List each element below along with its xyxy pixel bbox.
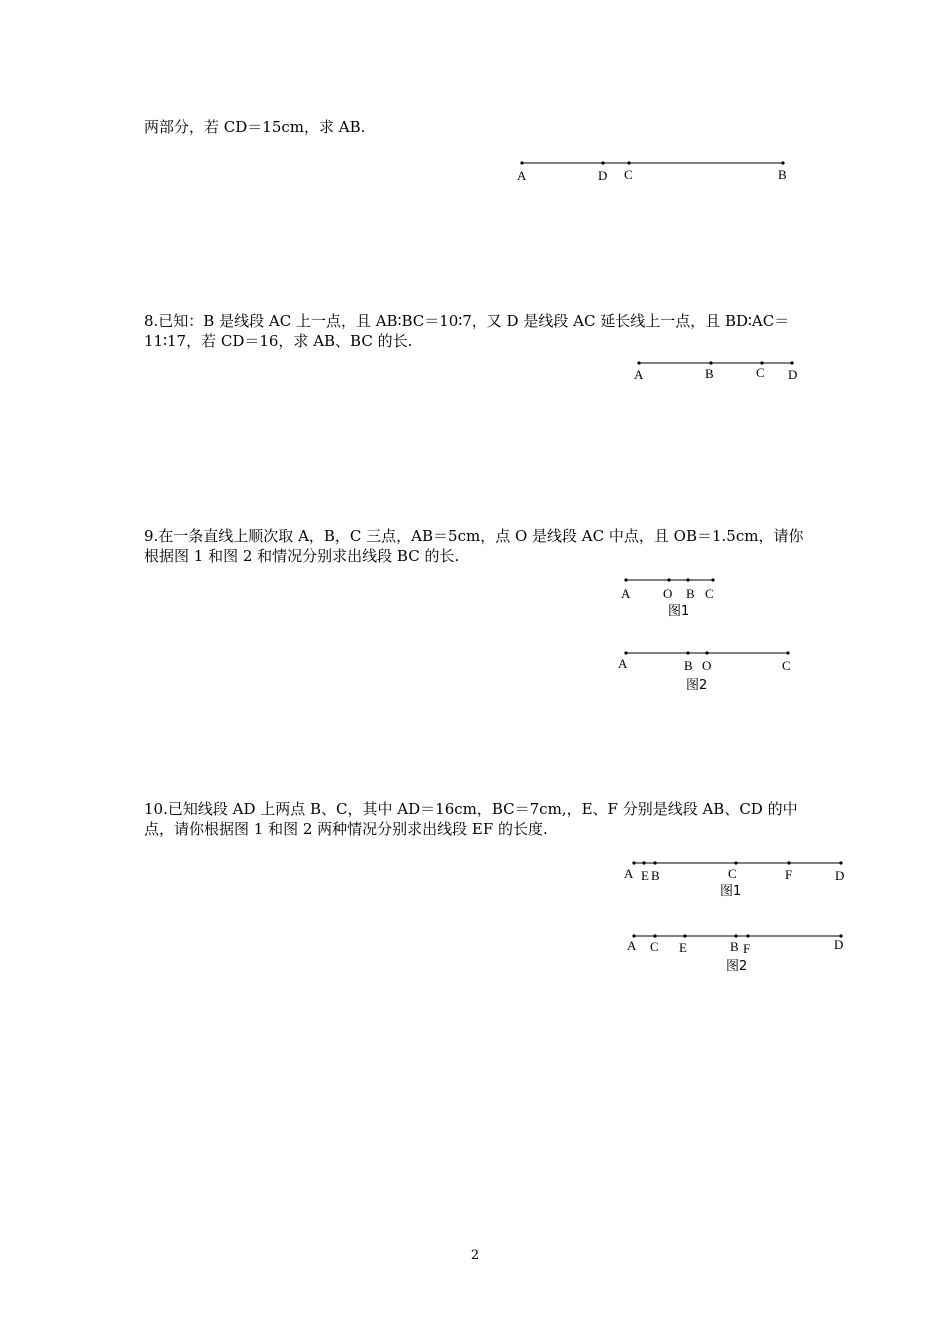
point-o bbox=[667, 578, 670, 581]
point-d bbox=[790, 361, 793, 364]
figure-caption: 图1 bbox=[720, 884, 742, 899]
point-d bbox=[839, 861, 842, 864]
point-label: C bbox=[728, 866, 737, 881]
point-b bbox=[686, 651, 689, 654]
point-label: B bbox=[778, 167, 787, 182]
point-c bbox=[653, 934, 656, 937]
point-label: O bbox=[702, 658, 712, 673]
point-label: B bbox=[686, 586, 695, 601]
point-f bbox=[746, 934, 749, 937]
point-c bbox=[786, 651, 789, 654]
point-label: D bbox=[788, 367, 798, 382]
point-c bbox=[734, 861, 737, 864]
point-label: F bbox=[743, 941, 751, 956]
point-label: D bbox=[598, 168, 608, 183]
point-label: O bbox=[663, 586, 673, 601]
problem-10-text: 10.已知线段 AD 上两点 B、C，其中 AD＝16cm，BC＝7cm,，E、F 分别是线段 AB、CD 的中点，请你根据图 1 和图 2 两种情况分别求出线段 EF 的长度. bbox=[144, 800, 798, 838]
point-label: B bbox=[730, 939, 739, 954]
figure-caption: 图2 bbox=[726, 959, 748, 974]
point-label: C bbox=[650, 939, 659, 954]
point-label: A bbox=[634, 367, 644, 382]
problem-7-text: 两部分，若 CD＝15cm，求 AB. bbox=[144, 118, 366, 136]
page-number: 2 bbox=[470, 1248, 480, 1263]
point-label: C bbox=[782, 658, 791, 673]
point-e bbox=[642, 861, 645, 864]
point-label: A bbox=[627, 938, 637, 953]
point-d bbox=[601, 161, 604, 164]
point-b bbox=[734, 934, 737, 937]
point-label: B bbox=[651, 868, 660, 883]
point-c bbox=[711, 578, 714, 581]
point-label: D bbox=[834, 937, 844, 952]
point-e bbox=[683, 934, 686, 937]
point-label: C bbox=[756, 365, 765, 380]
point-a bbox=[624, 578, 627, 581]
point-a bbox=[632, 861, 635, 864]
point-label: A bbox=[624, 866, 634, 881]
point-label: E bbox=[679, 940, 687, 955]
point-label: B bbox=[684, 658, 693, 673]
problem-8-text: 8.已知：B 是线段 AC 上一点，且 AB∶BC＝10∶7，又 D 是线段 AC 延长线上一点，且 BD∶AC＝11∶17，若 CD＝16，求 AB、BC 的长. bbox=[144, 312, 790, 350]
point-a bbox=[637, 361, 640, 364]
problem-9-text: 9.在一条直线上顺次取 A，B，C 三点，AB＝5cm，点 O 是线段 AC 中点，且 OB＝1.5cm，请你根据图 1 和图 2 和情况分别求出线段 BC 的长. bbox=[144, 527, 804, 565]
point-f bbox=[787, 861, 790, 864]
point-label: A bbox=[621, 586, 631, 601]
point-a bbox=[520, 161, 523, 164]
point-label: B bbox=[705, 366, 714, 381]
point-b bbox=[709, 361, 712, 364]
point-b bbox=[686, 578, 689, 581]
point-label: E bbox=[641, 868, 649, 883]
point-label: A bbox=[618, 656, 628, 671]
figure-caption: 图1 bbox=[668, 604, 690, 619]
point-b bbox=[781, 161, 784, 164]
point-o bbox=[705, 651, 708, 654]
point-label: D bbox=[835, 868, 845, 883]
point-label: A bbox=[517, 168, 527, 183]
point-label: C bbox=[624, 167, 633, 182]
point-c bbox=[627, 161, 630, 164]
point-a bbox=[624, 651, 627, 654]
point-label: C bbox=[705, 586, 714, 601]
point-b bbox=[653, 861, 656, 864]
point-label: F bbox=[785, 867, 793, 882]
figure-caption: 图2 bbox=[686, 678, 708, 693]
